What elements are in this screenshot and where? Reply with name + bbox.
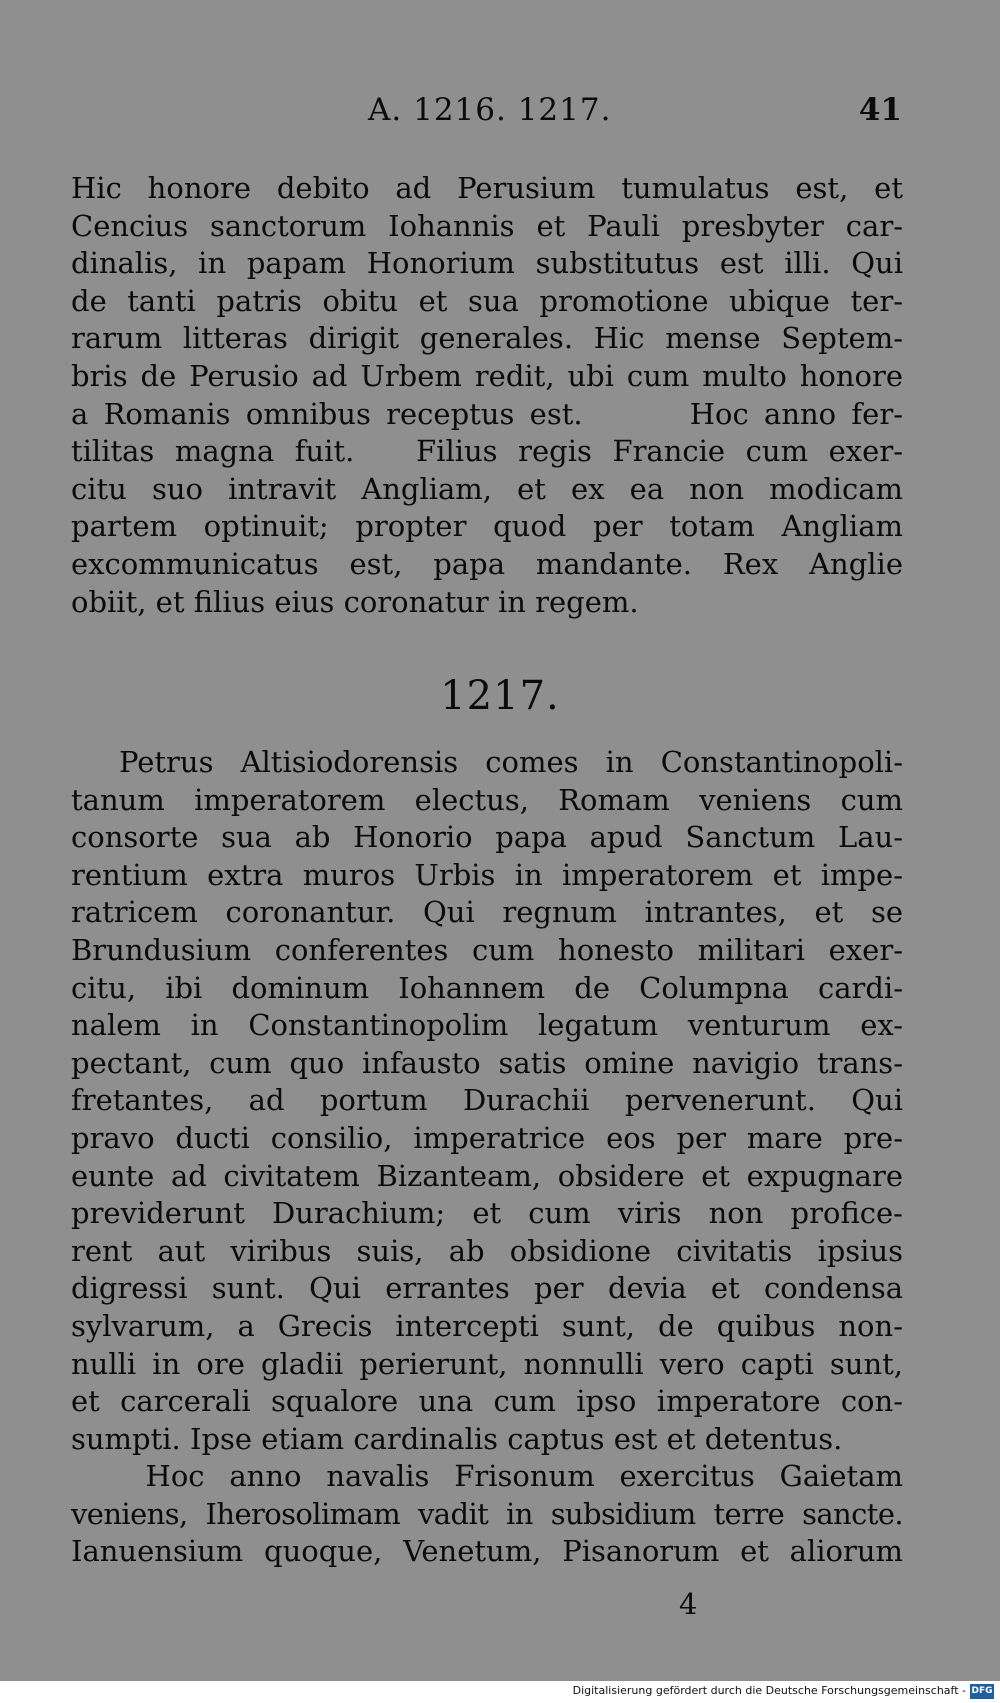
text-line: Hic honore debito ad Perusium tumulatus est, et (71, 171, 903, 205)
text-line: Hoc anno navalis Frisonum exercitus Gaietam (71, 1459, 903, 1494)
text-line: Petrus Altisiodorensis comes in Constantinopoli- (119, 745, 903, 779)
running-title: A. 1216. 1217. (368, 92, 612, 128)
text-line: Brundusium conferentes cum honesto militari exer- (71, 932, 903, 967)
text-line: obiit, et filius eius coronatur in regem. (71, 584, 639, 619)
text-line: citu, ibi dominum Iohannem de Columpna cardi- (71, 970, 903, 1005)
page-number: 41 (858, 92, 902, 128)
text-line: tilitas magna fuit. Filius regis Francie cum exer- (71, 434, 903, 469)
signature-mark: 4 (679, 1587, 698, 1621)
text-line: eunte ad civitatem Bizanteam, obsidere et expugnare (71, 1158, 903, 1193)
text-line: consorte sua ab Honorio papa apud Sanctum Lau- (71, 820, 903, 855)
text-line: Cencius sanctorum Iohannis et Pauli presbyter car- (71, 208, 903, 243)
footer-credit: Digitalisierung gefördert durch die Deutsche Forschungsgemeinschaft - (572, 1684, 966, 1697)
text-line: sumpti. Ipse etiam cardinalis captus est et detentus. (71, 1421, 843, 1456)
paragraph-1 (71, 170, 903, 621)
digitization-footer (0, 1681, 1000, 1703)
text-line: de tanti patris obitu et sua promotione ubique ter- (71, 283, 903, 318)
text-line: nulli in ore gladii perierunt, nonnulli vero capti sunt, (71, 1346, 903, 1381)
text-line: citu suo intravit Angliam, et ex ea non modicam (71, 471, 903, 506)
text-line: partem optinuit; propter quod per totam Angliam (71, 509, 903, 544)
paragraph-2 (71, 744, 903, 1571)
text-line: fretantes, ad portum Durachii pervenerunt. Qui (71, 1083, 903, 1118)
text-line: rarum litteras dirigit generales. Hic mense Septem- (71, 321, 903, 356)
text-line: previderunt Durachium; et cum viris non profice- (71, 1196, 903, 1231)
text-line: digressi sunt. Qui errantes per devia et condensa (71, 1271, 903, 1306)
running-head (72, 92, 902, 132)
text-line: dinalis, in papam Honorium substitutus est illi. Qui (71, 246, 903, 281)
text-line: et carcerali squalore una cum ipso imperatore con- (71, 1384, 903, 1419)
text-line: ratricem coronantur. Qui regnum intrantes, et se (71, 895, 903, 930)
text-line: pectant, cum quo infausto satis omine navigio trans- (71, 1045, 903, 1080)
text-line: bris de Perusio ad Urbem redit, ubi cum multo honore (71, 358, 903, 393)
text-line: nalem in Constantinopolim legatum venturum ex- (71, 1008, 903, 1043)
text-line: pravo ducti consilio, imperatrice eos per mare pre- (71, 1120, 903, 1155)
text-line: veniens, Iherosolimam vadit in subsidium terre sancte. (71, 1496, 903, 1531)
text-line: rent aut viribus suis, ab obsidione civitatis ipsius (71, 1233, 903, 1268)
text-line: a Romanis omnibus receptus est. Hoc anno fer- (71, 396, 903, 431)
dfg-logo: DFG (970, 1684, 994, 1699)
text-line: Ianuensium quoque, Venetum, Pisanorum et aliorum (71, 1534, 903, 1569)
text-line: rentium extra muros Urbis in imperatorem et impe- (71, 857, 903, 892)
year-heading: 1217. (440, 673, 560, 719)
text-line: sylvarum, a Grecis intercepti sunt, de quibus non- (71, 1308, 903, 1343)
text-line: tanum imperatorem electus, Romam veniens cum (71, 782, 903, 817)
text-line: excommunicatus est, papa mandante. Rex Anglie (71, 546, 903, 581)
